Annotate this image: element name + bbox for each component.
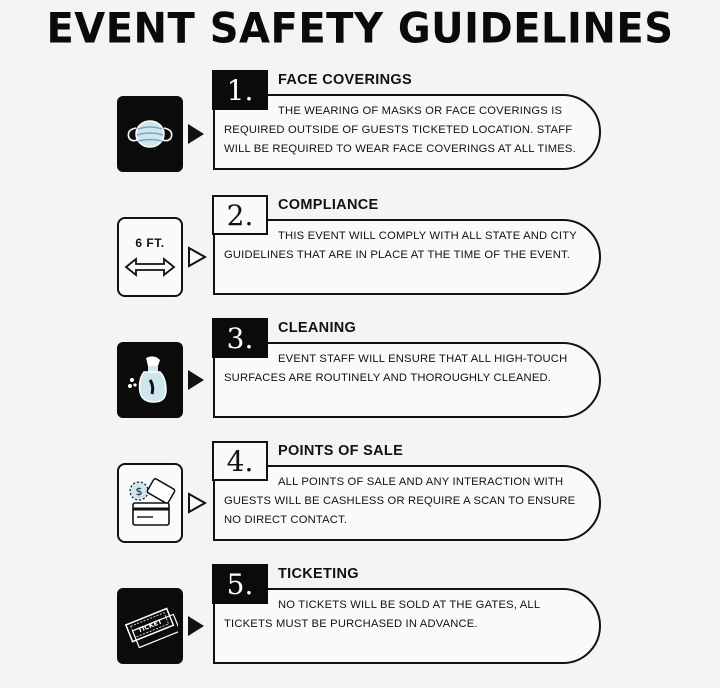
pointer-arrow-icon xyxy=(188,616,204,636)
guideline-compliance xyxy=(0,195,720,319)
step-body: THE WEARING OF MASKS OR FACE COVERINGS IS REQUIRED OUTSIDE OF GUESTS TICKETED LOCATION. STAFF WILL BE REQUIRED TO WEAR FACE COVERINGS AT ALL TIMES. xyxy=(224,105,576,155)
guideline-cleaning xyxy=(0,318,720,442)
step-number: 2. xyxy=(212,195,268,235)
step-heading: TICKETING xyxy=(278,566,359,582)
step-body: EVENT STAFF WILL ENSURE THAT ALL HIGH-TOUCH SURFACES ARE ROUTINELY AND THOROUGHLY CLEANED. xyxy=(224,353,568,384)
pointer-arrow-icon xyxy=(186,245,208,269)
step-number: 3. xyxy=(212,318,268,358)
page-title: EVENT SAFETY GUIDELINES xyxy=(46,4,674,54)
guideline-ticketing xyxy=(0,564,720,688)
guideline-points-of-sale xyxy=(0,441,720,565)
spray-bottle-icon xyxy=(117,342,183,418)
step-heading: FACE COVERINGS xyxy=(278,72,412,88)
step-number: 1. xyxy=(212,70,268,110)
step-heading: POINTS OF SALE xyxy=(278,443,404,459)
step-heading: CLEANING xyxy=(278,320,357,336)
six-feet-distance-icon xyxy=(117,217,183,297)
step-number: 4. xyxy=(212,441,268,481)
icon-label: 6 FT. xyxy=(135,236,165,250)
ticket-text: TICKET xyxy=(136,617,164,635)
step-body: ALL POINTS OF SALE AND ANY INTERACTION WITH GUESTS WILL BE CASHLESS OR REQUIRE A SCAN TO ENSURE NO DIRECT CONTACT. xyxy=(224,476,576,526)
pointer-arrow-icon xyxy=(188,124,204,144)
svg-text:$: $ xyxy=(135,485,143,498)
guideline-face-coverings xyxy=(0,70,720,194)
step-body: NO TICKETS WILL BE SOLD AT THE GATES, ALL TICKETS MUST BE PURCHASED IN ADVANCE. xyxy=(224,599,540,630)
pointer-arrow-icon xyxy=(188,370,204,390)
step-body: THIS EVENT WILL COMPLY WITH ALL STATE AND CITY GUIDELINES THAT ARE IN PLACE AT THE TIME OF THE EVENT. xyxy=(224,230,577,261)
step-number: 5. xyxy=(212,564,268,604)
step-heading: COMPLIANCE xyxy=(278,197,379,213)
ticket-icon xyxy=(117,588,183,664)
pointer-arrow-icon xyxy=(186,491,208,515)
face-mask-icon xyxy=(117,96,183,172)
card-payment-icon xyxy=(117,463,183,543)
